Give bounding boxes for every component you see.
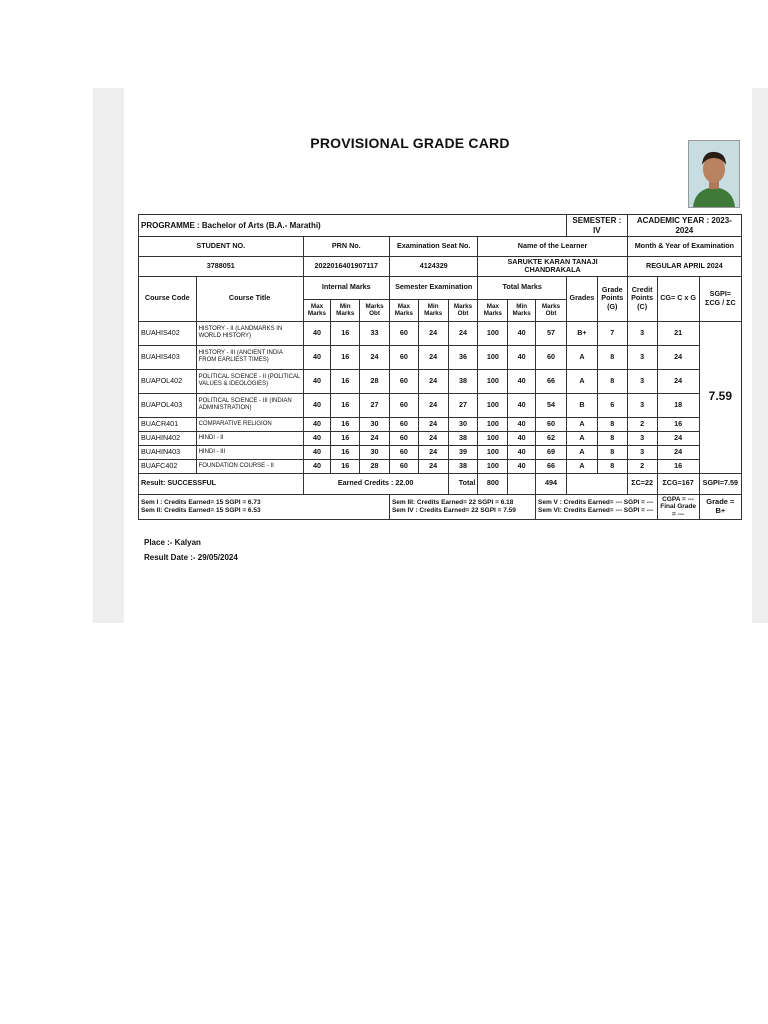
course-title: HINDI - II [196,431,303,445]
cg-value: 16 [657,459,699,473]
table-row [139,369,742,393]
sem-max: 60 [389,321,418,345]
sem-iv-credits: Sem IV : Credits Earned= 22 SGPI = 7.59 [391,506,516,514]
table-row [139,445,742,459]
sem-max: 60 [389,431,418,445]
tot-max: 100 [478,345,508,369]
grade: A [567,431,598,445]
sem-max: 60 [389,369,418,393]
learner-name-value: SARUKTE KARAN TANAJI CHANDRAKALA [478,257,627,277]
sem-min: 24 [418,393,448,417]
internal-obt-header: Marks Obt [360,299,390,321]
int-obt: 24 [360,345,390,369]
sem-ii-credits: Sem II: Credits Earned= 15 SGPI = 6.53 [141,506,261,514]
grade-points: 8 [597,345,627,369]
credit-points: 2 [627,459,657,473]
int-max: 40 [303,321,331,345]
sgpi-summary-value: SGPI=7.59 [699,473,741,494]
tot-max: 100 [478,369,508,393]
sem-obt: 36 [448,345,478,369]
int-max: 40 [303,393,331,417]
int-min: 16 [331,459,360,473]
int-obt: 30 [360,445,390,459]
int-min: 16 [331,369,360,393]
sem-obt: 38 [448,459,478,473]
grade-points: 8 [597,369,627,393]
tot-obt: 57 [536,321,567,345]
table-row [139,345,742,369]
cgpa-cell [657,494,699,519]
int-obt: 33 [360,321,390,345]
course-title-header: Course Title [196,276,303,321]
grade-points: 7 [597,321,627,345]
total-label: Total [448,473,478,494]
total-obt-header: Marks Obt [536,299,567,321]
int-obt: 28 [360,459,390,473]
sem-obt: 30 [448,417,478,431]
course-code-header: Course Code [139,276,197,321]
sem-max: 60 [389,445,418,459]
sem-i-ii-cell [139,494,390,519]
cg-value: 16 [657,417,699,431]
tot-obt: 54 [536,393,567,417]
student-photo [688,140,740,208]
tot-min: 40 [508,345,536,369]
programme-cell: PROGRAMME : Bachelor of Arts (B.A.- Marathi) [139,215,567,237]
table-row [139,417,742,431]
sem-vi-credits: Sem VI: Credits Earned= --- SGPI = --- [538,506,654,514]
result-date: Result Date :- 29/05/2024 [144,553,238,562]
grade-points: 8 [597,417,627,431]
learner-name-header: Name of the Learner [478,237,627,257]
sem-obt: 24 [448,321,478,345]
grade-points: 8 [597,459,627,473]
course-code: BUAHIN402 [139,431,197,445]
grade-points-header: Grade Points (G) [597,276,627,321]
semester-cell: SEMESTER : IV [567,215,628,237]
sem-min: 24 [418,417,448,431]
course-title: HINDI - III [196,445,303,459]
total-obt-value: 494 [536,473,567,494]
int-obt: 28 [360,369,390,393]
course-title: POLITICAL SCIENCE - III (INDIAN ADMINISTRATION) [196,393,303,417]
sem-min: 24 [418,369,448,393]
sem-max: 60 [389,345,418,369]
total-min-empty [508,473,536,494]
sem-obt: 39 [448,445,478,459]
credit-points: 3 [627,431,657,445]
student-no-value: 3788051 [139,257,304,277]
int-max: 40 [303,345,331,369]
table-row [139,321,742,345]
sem-min: 24 [418,445,448,459]
final-grade-value: Final Grade = --- [660,503,696,518]
int-min: 16 [331,445,360,459]
sem-max: 60 [389,417,418,431]
semester-exam-header: Semester Examination [389,276,477,299]
internal-min-header: Min Marks [331,299,360,321]
grades-header: Grades [567,276,598,321]
tot-obt: 62 [536,431,567,445]
sem-max: 60 [389,393,418,417]
summary-empty [567,473,628,494]
cg-value: 24 [657,431,699,445]
grade-points: 8 [597,445,627,459]
credit-points-header: Credit Points (C) [627,276,657,321]
int-max: 40 [303,369,331,393]
sem-min: 24 [418,459,448,473]
total-marks-header: Total Marks [478,276,567,299]
tot-max: 100 [478,431,508,445]
place: Place :- Kalyan [144,538,201,547]
sem-max-header: Max Marks [389,299,418,321]
course-title: HISTORY - III (ANCIENT INDIA FROM EARLIEST TIMES) [196,345,303,369]
earned-credits-cell: Earned Credits : 22.00 [303,473,448,494]
course-code: BUAFC402 [139,459,197,473]
grade: A [567,345,598,369]
cg-header: CG= C x G [657,276,699,321]
int-min: 16 [331,431,360,445]
total-max-value: 800 [478,473,508,494]
sgpi-header: SGPI= ΣCG / ΣC [699,276,741,321]
tot-min: 40 [508,431,536,445]
credit-points: 2 [627,417,657,431]
grade-cell: Grade = B+ [699,494,741,519]
grade-points: 6 [597,393,627,417]
course-code: BUAHIN403 [139,445,197,459]
tot-min: 40 [508,369,536,393]
int-max: 40 [303,459,331,473]
tot-min: 40 [508,393,536,417]
result-cell: Result: SUCCESSFUL [139,473,304,494]
month-year-header: Month & Year of Examination [627,237,741,257]
tot-min: 40 [508,417,536,431]
grade: A [567,417,598,431]
credit-points: 3 [627,369,657,393]
int-obt: 30 [360,417,390,431]
cg-value: 24 [657,445,699,459]
sum-cg-value: ΣCG=167 [657,473,699,494]
cg-value: 21 [657,321,699,345]
course-code: BUAPOL403 [139,393,197,417]
tot-min: 40 [508,459,536,473]
sem-obt-header: Marks Obt [448,299,478,321]
tot-obt: 69 [536,445,567,459]
course-title: COMPARATIVE RELIGION [196,417,303,431]
sum-c-value: ΣC=22 [627,473,657,494]
tot-obt: 66 [536,369,567,393]
student-no-header-text: STUDENT NO. [196,241,246,251]
credit-points: 3 [627,345,657,369]
cg-value: 24 [657,369,699,393]
grade: B [567,393,598,417]
sgpi-value: 7.59 [699,321,741,473]
int-obt: 27 [360,393,390,417]
grade: A [567,369,598,393]
int-max: 40 [303,445,331,459]
grade: A [567,445,598,459]
sem-obt: 38 [448,431,478,445]
document-title: PROVISIONAL GRADE CARD [310,135,510,151]
grade-points: 8 [597,431,627,445]
int-min: 16 [331,417,360,431]
int-obt: 24 [360,431,390,445]
prn-no-header: PRN No. [303,237,389,257]
sem-v-vi-cell [536,494,658,519]
total-max-header: Max Marks [478,299,508,321]
seat-no-value: 4124329 [389,257,477,277]
grade-card-table [138,214,742,520]
int-min: 16 [331,321,360,345]
grade: B+ [567,321,598,345]
sem-min: 24 [418,321,448,345]
table-row [139,431,742,445]
sem-v-credits: Sem V : Credits Earned= --- SGPI = --- [538,499,654,507]
student-photo-image [689,141,739,207]
internal-marks-header: Internal Marks [303,276,389,299]
tot-max: 100 [478,321,508,345]
int-max: 40 [303,431,331,445]
int-min: 16 [331,345,360,369]
tot-max: 100 [478,393,508,417]
total-min-header: Min Marks [508,299,536,321]
course-title: HISTORY - II (LANDMARKS IN WORLD HISTORY) [196,321,303,345]
course-title: POLITICAL SCIENCE - II (POLITICAL VALUES & IDEOLOGIES) [196,369,303,393]
course-code: BUAHIS402 [139,321,197,345]
cg-value: 24 [657,345,699,369]
seat-no-header: Examination Seat No. [389,237,477,257]
cgpa-value: CGPA = --- [662,495,695,503]
table-row [139,393,742,417]
credit-points: 3 [627,321,657,345]
sem-i-credits: Sem I : Credits Earned= 15 SGPI = 6.73 [141,499,261,507]
student-no-header [139,237,304,257]
academic-year-cell: ACADEMIC YEAR : 2023-2024 [627,215,741,237]
sem-min: 24 [418,431,448,445]
sem-iii-iv-cell [389,494,535,519]
sem-iii-credits: Sem III: Credits Earned= 22 SGPI = 6.18 [391,499,514,507]
tot-obt: 60 [536,417,567,431]
exam-value: REGULAR APRIL 2024 [627,257,741,277]
sem-obt: 27 [448,393,478,417]
prn-no-value: 2022016401907117 [303,257,389,277]
grade: A [567,459,598,473]
tot-max: 100 [478,417,508,431]
table-row [139,459,742,473]
sem-max: 60 [389,459,418,473]
course-code: BUAHIS403 [139,345,197,369]
course-code: BUAPOL402 [139,369,197,393]
tot-min: 40 [508,321,536,345]
course-code: BUACR401 [139,417,197,431]
tot-obt: 60 [536,345,567,369]
int-max: 40 [303,417,331,431]
int-min: 16 [331,393,360,417]
sem-min-header: Min Marks [418,299,448,321]
tot-obt: 66 [536,459,567,473]
course-title: FOUNDATION COURSE - II [196,459,303,473]
sem-min: 24 [418,345,448,369]
tot-min: 40 [508,445,536,459]
credit-points: 3 [627,393,657,417]
cg-value: 18 [657,393,699,417]
credit-points: 3 [627,445,657,459]
sem-obt: 38 [448,369,478,393]
tot-max: 100 [478,459,508,473]
internal-max-header: Max Marks [303,299,331,321]
tot-max: 100 [478,445,508,459]
